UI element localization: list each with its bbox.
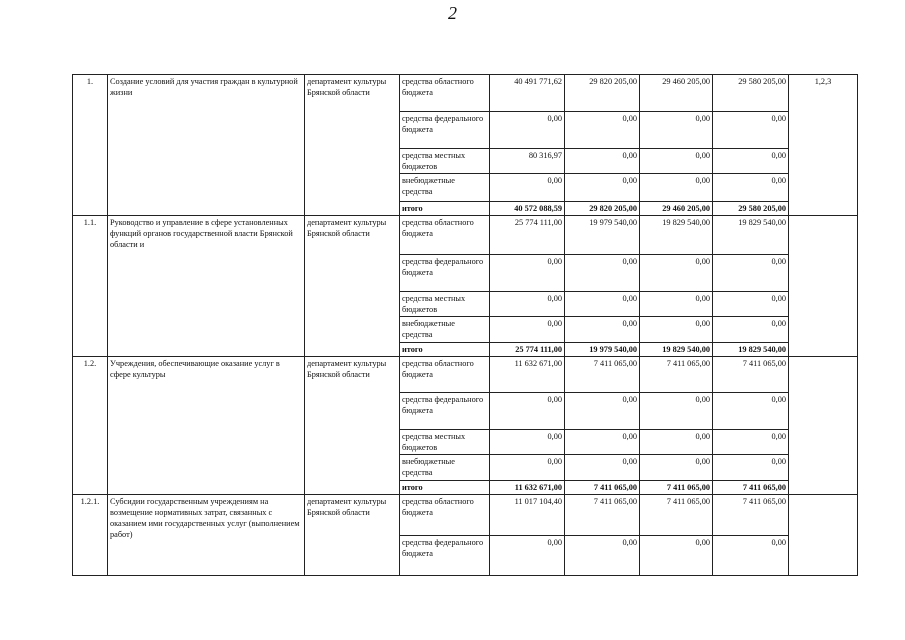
amount-cell: 0,00 xyxy=(490,393,565,430)
amount-cell: 29 460 205,00 xyxy=(640,202,713,216)
item-number-cell: 1. xyxy=(73,75,108,216)
amount-cell: 0,00 xyxy=(640,536,713,576)
amount-cell: 25 774 111,00 xyxy=(490,216,565,255)
amount-cell: 40 491 771,62 xyxy=(490,75,565,112)
item-name-cell: Учреждения, обеспечивающие оказание услуг в сфере культуры xyxy=(108,357,305,495)
amount-cell: 0,00 xyxy=(565,430,640,455)
amount-cell: 19 829 540,00 xyxy=(713,216,789,255)
amount-cell: 7 411 065,00 xyxy=(713,357,789,393)
amount-cell: 0,00 xyxy=(713,455,789,481)
indicators-cell xyxy=(789,357,858,495)
amount-cell: 7 411 065,00 xyxy=(565,481,640,495)
funding-source-cell: средства федерального бюджета xyxy=(400,393,490,430)
amount-cell: 0,00 xyxy=(713,317,789,343)
executor-cell: департамент культуры Брянской области xyxy=(305,75,400,216)
funding-source-cell: внебюджетные средства xyxy=(400,317,490,343)
amount-cell: 0,00 xyxy=(713,149,789,174)
indicators-cell: 1,2,3 xyxy=(789,75,858,216)
amount-cell: 0,00 xyxy=(713,292,789,317)
amount-cell: 7 411 065,00 xyxy=(713,481,789,495)
table-row xyxy=(73,357,858,393)
amount-cell: 0,00 xyxy=(565,292,640,317)
item-number-cell: 1.1. xyxy=(73,216,108,357)
funding-source-cell: средства областного бюджета xyxy=(400,75,490,112)
amount-cell: 7 411 065,00 xyxy=(640,357,713,393)
executor-cell: департамент культуры Брянской области xyxy=(305,357,400,495)
funding-source-cell: средства местных бюджетов xyxy=(400,430,490,455)
amount-cell: 0,00 xyxy=(565,393,640,430)
funding-source-cell: средства федерального бюджета xyxy=(400,536,490,576)
amount-cell: 0,00 xyxy=(640,174,713,202)
executor-cell: департамент культуры Брянской области xyxy=(305,216,400,357)
amount-cell: 0,00 xyxy=(565,112,640,149)
item-name-cell: Субсидии государственным учреждениям на возмещение нормативных затрат, связанных с оказанием ими государственных услуг (выполнением работ) xyxy=(108,495,305,576)
amount-cell: 29 820 205,00 xyxy=(565,75,640,112)
indicators-cell xyxy=(789,216,858,357)
item-name-cell: Создание условий для участия граждан в культурной жизни xyxy=(108,75,305,216)
amount-cell: 11 017 104,40 xyxy=(490,495,565,536)
funding-source-cell: средства областного бюджета xyxy=(400,357,490,393)
funding-source-cell: средства областного бюджета xyxy=(400,495,490,536)
funding-source-cell: итого xyxy=(400,202,490,216)
amount-cell: 40 572 088,59 xyxy=(490,202,565,216)
funding-source-cell: итого xyxy=(400,481,490,495)
amount-cell: 0,00 xyxy=(713,174,789,202)
amount-cell: 0,00 xyxy=(713,112,789,149)
amount-cell: 0,00 xyxy=(640,430,713,455)
table-row xyxy=(73,216,858,255)
amount-cell: 0,00 xyxy=(640,317,713,343)
amount-cell: 11 632 671,00 xyxy=(490,357,565,393)
amount-cell: 0,00 xyxy=(490,255,565,292)
amount-cell: 7 411 065,00 xyxy=(565,495,640,536)
amount-cell: 0,00 xyxy=(490,536,565,576)
amount-cell: 29 580 205,00 xyxy=(713,202,789,216)
amount-cell: 19 829 540,00 xyxy=(713,343,789,357)
amount-cell: 19 829 540,00 xyxy=(640,343,713,357)
amount-cell: 0,00 xyxy=(565,174,640,202)
amount-cell: 0,00 xyxy=(565,455,640,481)
amount-cell: 29 820 205,00 xyxy=(565,202,640,216)
budget-table xyxy=(72,74,858,576)
amount-cell: 0,00 xyxy=(565,536,640,576)
amount-cell: 0,00 xyxy=(640,455,713,481)
funding-source-cell: средства местных бюджетов xyxy=(400,149,490,174)
indicators-cell xyxy=(789,495,858,576)
amount-cell: 0,00 xyxy=(640,292,713,317)
amount-cell: 19 979 540,00 xyxy=(565,216,640,255)
amount-cell: 0,00 xyxy=(713,255,789,292)
table-row xyxy=(73,495,858,536)
funding-source-cell: средства областного бюджета xyxy=(400,216,490,255)
amount-cell: 29 460 205,00 xyxy=(640,75,713,112)
amount-cell: 0,00 xyxy=(565,317,640,343)
table-row xyxy=(73,75,858,112)
amount-cell: 7 411 065,00 xyxy=(640,481,713,495)
amount-cell: 0,00 xyxy=(640,255,713,292)
amount-cell: 0,00 xyxy=(640,112,713,149)
funding-source-cell: итого xyxy=(400,343,490,357)
amount-cell: 25 774 111,00 xyxy=(490,343,565,357)
amount-cell: 0,00 xyxy=(565,255,640,292)
amount-cell: 19 979 540,00 xyxy=(565,343,640,357)
amount-cell: 0,00 xyxy=(490,292,565,317)
amount-cell: 0,00 xyxy=(490,174,565,202)
amount-cell: 0,00 xyxy=(490,112,565,149)
amount-cell: 0,00 xyxy=(490,317,565,343)
amount-cell: 0,00 xyxy=(640,393,713,430)
budget-table-body xyxy=(73,75,858,576)
amount-cell: 0,00 xyxy=(565,149,640,174)
funding-source-cell: средства федерального бюджета xyxy=(400,112,490,149)
amount-cell: 19 829 540,00 xyxy=(640,216,713,255)
amount-cell: 80 316,97 xyxy=(490,149,565,174)
funding-source-cell: средства местных бюджетов xyxy=(400,292,490,317)
amount-cell: 0,00 xyxy=(490,455,565,481)
amount-cell: 7 411 065,00 xyxy=(565,357,640,393)
funding-source-cell: внебюджетные средства xyxy=(400,455,490,481)
item-name-cell: Руководство и управление в сфере установленных функций органов государственной власти Брянской области и xyxy=(108,216,305,357)
amount-cell: 11 632 671,00 xyxy=(490,481,565,495)
amount-cell: 29 580 205,00 xyxy=(713,75,789,112)
amount-cell: 7 411 065,00 xyxy=(640,495,713,536)
amount-cell: 0,00 xyxy=(640,149,713,174)
page-number: 2 xyxy=(448,3,457,23)
amount-cell: 0,00 xyxy=(713,430,789,455)
amount-cell: 0,00 xyxy=(490,430,565,455)
amount-cell: 7 411 065,00 xyxy=(713,495,789,536)
item-number-cell: 1.2.1. xyxy=(73,495,108,576)
amount-cell: 0,00 xyxy=(713,536,789,576)
amount-cell: 0,00 xyxy=(713,393,789,430)
executor-cell: департамент культуры Брянской области xyxy=(305,495,400,576)
funding-source-cell: средства федерального бюджета xyxy=(400,255,490,292)
item-number-cell: 1.2. xyxy=(73,357,108,495)
funding-source-cell: внебюджетные средства xyxy=(400,174,490,202)
